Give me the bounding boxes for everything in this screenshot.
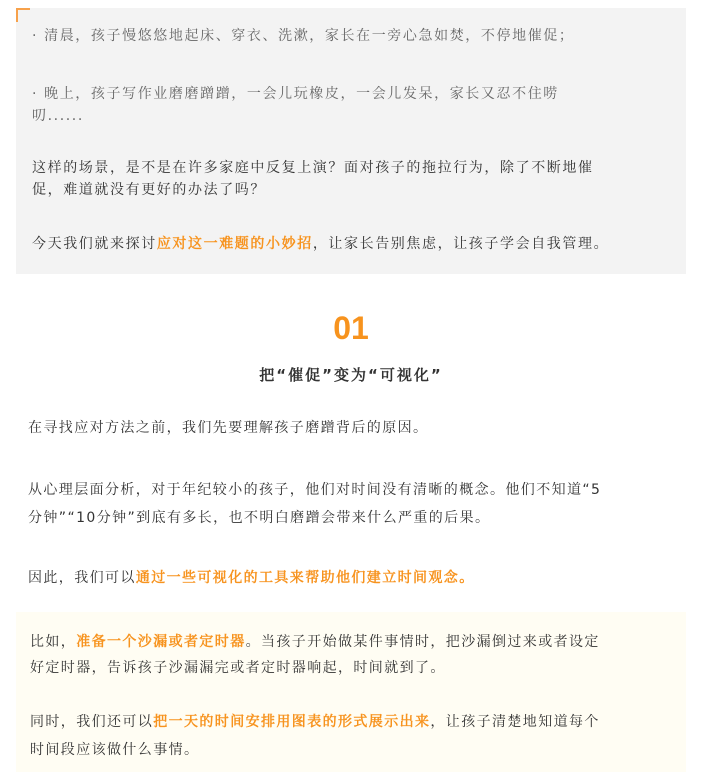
- intro-bullet-evening-cont: 叨......: [32, 108, 84, 124]
- intro-quote-box: [16, 8, 686, 274]
- intro-bullet-evening: · 晚上，孩子写作业磨磨蹭蹭，一会儿玩橡皮，一会儿发呆，家长又忍不住唠: [32, 86, 559, 102]
- paragraph-psychology-line1: 从心理层面分析，对于年纪较小的孩子，他们对时间没有清晰的概念。他们不知道“5: [28, 482, 602, 498]
- intro-today-highlight: 应对这一难题的小妙招: [156, 236, 313, 252]
- paragraph-psychology-line2: 分钟”“10分钟”到底有多长，也不明白磨蹭会带来什么严重的后果。: [28, 510, 491, 526]
- intro-today-line: [32, 234, 609, 254]
- paragraph-therefore-highlight: 通过一些可视化的工具来帮助他们建立时间观念。: [135, 570, 475, 586]
- tip-schedule-prefix: 同时，我们还可以: [30, 714, 154, 730]
- tip-schedule-highlight: 把一天的时间安排用图表的形式展示出来: [153, 714, 431, 730]
- tip-schedule-line1: [30, 712, 600, 732]
- tip-schedule-line2: 时间段应该做什么事情。: [30, 742, 200, 758]
- paragraph-therefore: [28, 568, 475, 588]
- tip-hourglass-line2: 好定时器，告诉孩子沙漏漏完或者定时器响起，时间就到了。: [30, 660, 446, 676]
- intro-question-line2: 促，难道就没有更好的办法了吗？: [32, 182, 266, 198]
- paragraph-reason: 在寻找应对方法之前，我们先要理解孩子磨蹭背后的原因。: [28, 420, 429, 436]
- tip-schedule-suffix: ，让孩子清楚地知道每个: [430, 714, 600, 730]
- intro-today-prefix: 今天我们就来探讨: [32, 236, 157, 252]
- tip-hourglass-suffix: 。当孩子开始做某件事情时，把沙漏倒过来或者设定: [245, 634, 600, 650]
- intro-bullet-morning: · 清晨，孩子慢悠悠地起床、穿衣、洗漱，家长在一旁心急如焚，不停地催促；: [32, 28, 575, 44]
- intro-today-suffix: ，让家长告别焦虑，让孩子学会自我管理。: [312, 236, 610, 252]
- intro-question-line1: 这样的场景，是不是在许多家庭中反复上演？面对孩子的拖拉行为，除了不断地催: [32, 160, 594, 176]
- tips-box: [16, 612, 686, 772]
- section-number: 01: [333, 310, 369, 346]
- tip-hourglass-highlight: 准备一个沙漏或者定时器: [76, 634, 246, 650]
- tip-hourglass-line1: [30, 632, 600, 652]
- paragraph-therefore-prefix: 因此，我们可以: [28, 570, 136, 586]
- tip-hourglass-prefix: 比如，: [30, 634, 77, 650]
- section-title: 把“催促”变为“可视化”: [259, 366, 443, 384]
- corner-bracket-icon: [16, 8, 30, 22]
